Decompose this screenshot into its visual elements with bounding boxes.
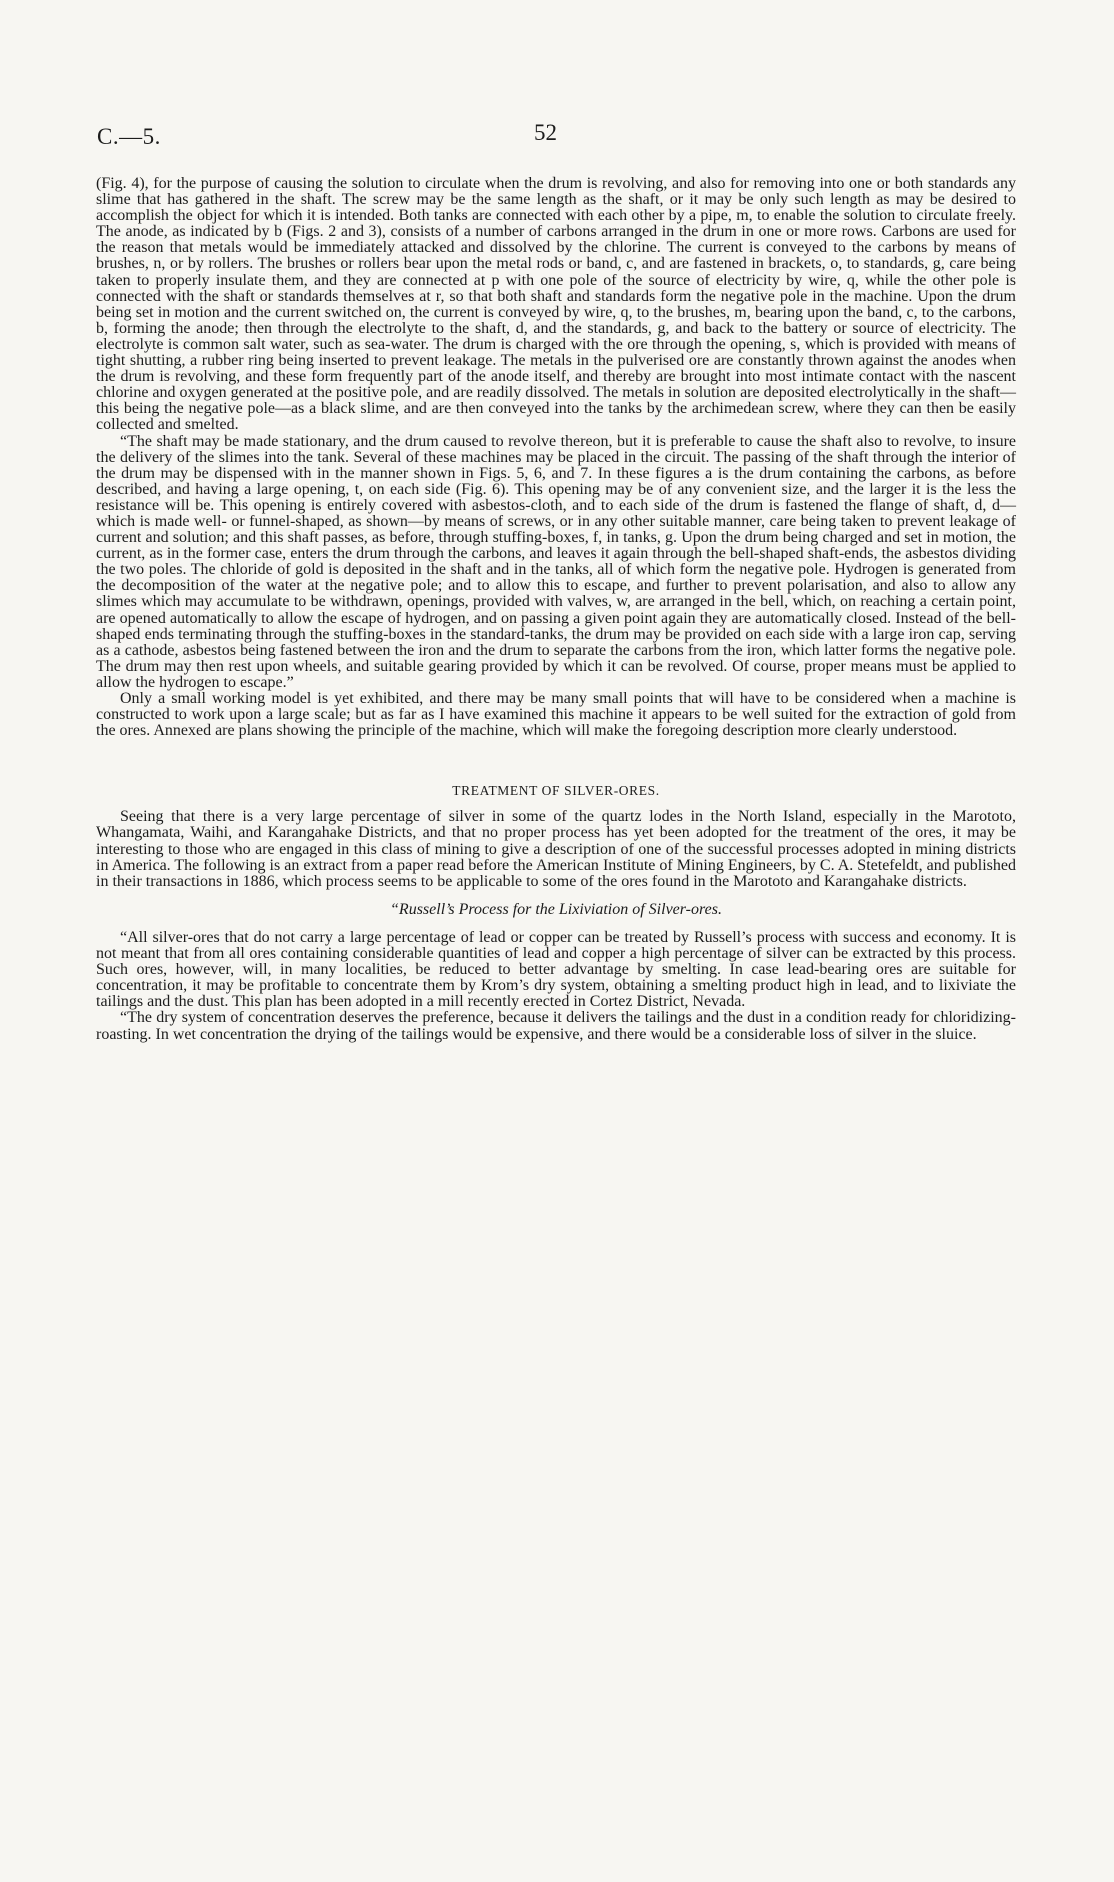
document-body [96,176,1016,1043]
paragraph-russell-process: “All silver-ores that do not carry a large percentage of lead or copper can be treated by Russell’s process with success and economy. It is not meant that from all ores containing considerable quantities of lead and copper a high percentage of silver can be extracted by this process. Such ores, however, will, in many localities, be reduced to better advantage by smelting. In case lead-bearing ores are suitable for concentration, it may be profitable to concentrate them by Krom’s dry system, obtaining a smelting product high in lead, and to lixiviate the tailings and the dust. This plan has been adopted in a mill recently erected in Cortez District, Nevada. [96,928,1016,1011]
page-header [97,120,1017,154]
paragraph-working-model: Only a small working model is yet exhibited, and there may be many small points that will have to be considered when a machine is constructed to work upon a large scale; but as far as I have examined this machine it appears to be well suited for the extraction of gold from the ores. Annexed are plans showing the principle of the machine, which will make the foregoing description more clearly understood. [96,690,1016,740]
paragraph-dry-system: “The dry system of concentration deserves the preference, because it delivers the tailings and the dust in a condition ready for chloridizing-roasting. In wet concentration the drying of the tailings would be expensive, and there would be a considerable loss of silver in the sluice. [96,1009,1016,1043]
section-heading: TREATMENT OF SILVER-ORES. [452,783,660,799]
document-reference: C.—5. [97,124,161,149]
page-number: 52 [534,120,557,145]
paragraph-drum-description: (Fig. 4), for the purpose of causing the solution to circulate when the drum is revolving, and also for removing into one or both standards any slime that has gathered in the shaft. The screw may be the same length as the shaft, or it may be only such length as may be desired to accomplish the object for which it is intended. Both tanks are connected with each other by a pipe, m, to enable the solution to circulate freely. The anode, as indicated by b (Figs. 2 and 3), consists of a number of carbons arranged in the drum in one or more rows. Carbons are used for the reason that metals would be immediately attacked and dissolved by the chlorine. The current is conveyed to the carbons by means of brushes, n, or by rollers. The brushes or rollers bear upon the metal rods or band, c, and are fastened in brackets, o, to standards, g, care being taken to properly insulate them, and they are connected at p with one pole of the source of electricity by wire, q, while the other pole is connected with the shaft or standards themselves at r, so that both shaft and standards form the negative pole in the machine. Upon the drum being set in motion and the current switched on, the current is conveyed by wire, q, to the brushes, m, bearing upon the band, c, to the carbons, b, forming the anode; then through the electrolyte to the shaft, d, and the standards, g, and back to the battery or source of electricity. The electrolyte is common salt water, such as sea-water. The drum is charged with the ore through the opening, s, which is provided with means of tight shutting, a rubber ring being inserted to prevent leakage. The metals in the pulverised ore are constantly thrown against the anodes when the drum is revolving, and these form frequently part of the anode itself, and thereby are brought into most intimate contact with the nascent chlorine and oxygen generated at the positive pole, and are readily dissolved. The metals in solution are deposited electrolytically in the shaft—this being the negative pole—as a black slime, and are then conveyed into the tanks by the archimedean screw, where they can then be easily collected and smelted. [96,175,1016,434]
subsection-heading: “Russell’s Process for the Lixiviation of Silver-ores. [390,900,722,918]
paragraph-shaft-stationary: “The shaft may be made stationary, and the drum caused to revolve thereon, but it is preferable to cause the shaft also to revolve, to insure the delivery of the slimes into the tank. Several of these machines may be placed in the circuit. The passing of the shaft through the interior of the drum may be dispensed with in the manner shown in Figs. 5, 6, and 7. In these figures a is the drum containing the carbons, as before described, and having a large opening, t, on each side (Fig. 6). This opening may be of any convenient size, and the larger it is the less the resistance will be. This opening is entirely covered with asbestos-cloth, and to each side of the drum is fastened the flange of shaft, d, d—which is made well- or funnel-shaped, as shown—by means of screws, or in any other suitable manner, care being taken to prevent leakage of current and solution; and this shaft passes, as before, through stuffing-boxes, f, in tanks, g. Upon the drum being charged and set in motion, the current, as in the former case, enters the drum through the carbons, and leaves it again through the bell-shaped shaft-ends, the asbestos dividing the two poles. The chloride of gold is deposited in the shaft and in the tanks, all of which form the negative pole. Hydrogen is generated from the decomposition of the water at the negative pole; and to allow this to escape, and further to prevent polarisation, and also to allow any slimes which may accumulate to be withdrawn, openings, provided with valves, w, are arranged in the bell, which, on reaching a certain point, are opened automatically to allow the escape of hydrogen, and on passing a given point again they are automatically closed. Instead of the bell-shaped ends terminating through the stuffing-boxes in the standard-tanks, the drum may be provided on each side with a large iron cap, serving as a cathode, asbestos being fastened between the iron and the drum to separate the carbons from the iron, which latter forms the negative pole. The drum may then rest upon wheels, and suitable gearing provided by which it can be revolved. Of course, proper means must be applied to allow the hydrogen to escape.” [96,432,1016,691]
paragraph-silver-intro: Seeing that there is a very large percentage of silver in some of the quartz lodes in the North Island, especially in the Marototo, Whangamata, Waihi, and Karangahake Districts, and that no proper process has yet been adopted for the treatment of the ores, it may be interesting to those who are engaged in this class of mining to give a description of one of the successful processes adopted in mining districts in America. The following is an extract from a paper read before the American Institute of Mining Engineers, by C. A. Stetefeldt, and published in their transactions in 1886, which process seems to be applicable to some of the ores found in the Marototo and Karangahake districts. [96,808,1016,890]
